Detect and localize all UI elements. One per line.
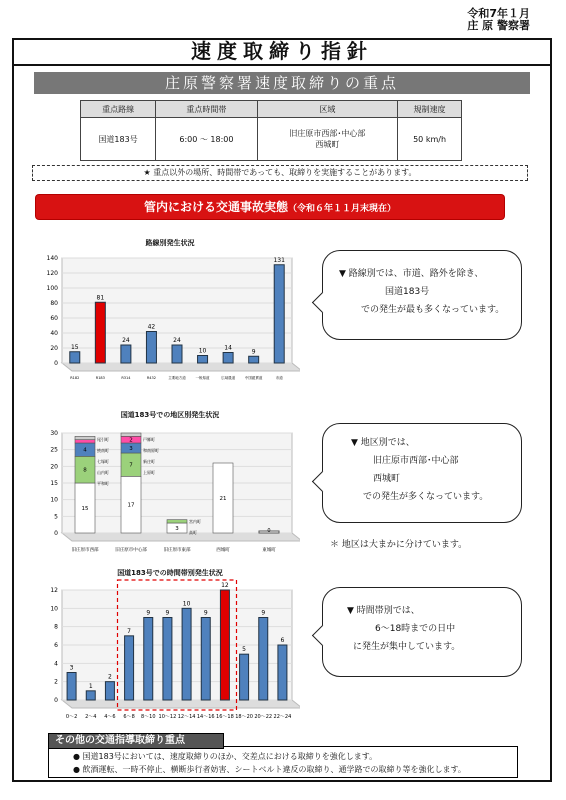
x-tick-label: R182 bbox=[70, 376, 80, 380]
x-tick-label: R314 bbox=[121, 376, 131, 380]
y-tick-label: 8 bbox=[54, 623, 58, 631]
section-banner bbox=[36, 195, 504, 219]
data-bar bbox=[182, 608, 191, 700]
stack-legend-label: 新庄町 bbox=[143, 459, 155, 464]
data-bar bbox=[259, 618, 268, 701]
y-tick-label: 5 bbox=[54, 513, 58, 521]
x-tick-label: 18～20 bbox=[235, 714, 253, 720]
y-tick-label: 0 bbox=[54, 697, 58, 704]
extra-priorities-box bbox=[48, 746, 518, 778]
segment-label: 8 bbox=[83, 467, 87, 474]
x-tick-label: 0～2 bbox=[65, 714, 78, 720]
data-bar bbox=[144, 618, 153, 701]
y-tick-label: 30 bbox=[50, 430, 58, 437]
plot-floor bbox=[62, 700, 300, 708]
banner-sub: （令和６年１１月末現在） bbox=[288, 204, 397, 214]
data-label: 7 bbox=[127, 627, 131, 635]
y-tick-label: 0 bbox=[54, 360, 58, 367]
data-bar bbox=[86, 691, 95, 700]
chart-title: 国道183号での時間帯別発生状況 bbox=[117, 569, 223, 577]
data-label: 42 bbox=[147, 323, 156, 331]
callout-line: 旧庄原市西部･中心部 bbox=[373, 456, 459, 466]
data-bar bbox=[163, 618, 172, 701]
y-tick-label: 60 bbox=[50, 315, 58, 322]
data-label: 3 bbox=[69, 664, 74, 672]
x-tick-label: 主要地方道 bbox=[168, 376, 186, 380]
data-bar bbox=[70, 352, 80, 363]
x-tick-label: 4～6 bbox=[104, 714, 116, 720]
area-chart bbox=[40, 425, 300, 555]
x-tick-label: 8～10 bbox=[140, 714, 156, 720]
data-label: 5 bbox=[242, 646, 246, 654]
data-bar bbox=[278, 645, 287, 700]
table-row bbox=[81, 118, 462, 161]
table-header-row bbox=[81, 101, 462, 118]
y-tick-label: 15 bbox=[50, 480, 58, 487]
x-tick-label: 広域農道 bbox=[221, 376, 236, 380]
callout-line: ▼ 地区別では、 bbox=[351, 438, 415, 448]
title-divider bbox=[12, 64, 552, 66]
x-tick-label: 22～24 bbox=[273, 714, 292, 720]
segment-label: 7 bbox=[129, 462, 133, 469]
data-bar bbox=[249, 356, 259, 363]
data-label: 12 bbox=[221, 582, 229, 589]
segment-label: 15 bbox=[81, 506, 89, 512]
x-tick-label: 14～16 bbox=[196, 714, 215, 720]
time-cell: 6:00 ～ 18:00 bbox=[156, 118, 258, 161]
route-cell: 国道183号 bbox=[81, 118, 156, 161]
route-chart bbox=[40, 250, 300, 385]
page-title: 速度取締り指針 bbox=[191, 39, 373, 63]
stack-legend-label: 尾引町 bbox=[97, 437, 109, 442]
area-footnote: ＊ 地区は大まかに分けています。 bbox=[330, 540, 468, 550]
stack-legend-label: 七塚町 bbox=[97, 459, 109, 464]
x-tick-label: 市道 bbox=[275, 376, 283, 380]
callout-line: 国道183号 bbox=[385, 287, 430, 297]
data-bar bbox=[172, 345, 182, 363]
callout-line: での発生が多くなっています。 bbox=[363, 492, 489, 502]
callout-time bbox=[322, 587, 522, 677]
extra-item: ● 飲酒運転、一時不停止、横断歩行者妨害、シートベルト違反の取締り、通学路での取締り等を強化します。 bbox=[73, 765, 466, 774]
data-bar bbox=[198, 356, 208, 364]
banner-main: 管内における交通事故実態 bbox=[143, 200, 288, 214]
header-date-block bbox=[467, 8, 530, 32]
area-cell bbox=[257, 118, 397, 161]
x-tick-label: 一般県道 bbox=[195, 376, 210, 380]
data-label: 9 bbox=[146, 609, 151, 617]
data-bar bbox=[105, 682, 114, 700]
data-label: 24 bbox=[122, 337, 130, 344]
y-tick-label: 2 bbox=[54, 678, 58, 686]
stack-segment bbox=[75, 440, 95, 443]
y-tick-label: 140 bbox=[46, 255, 58, 262]
issue-date: 令和7年１月 bbox=[467, 7, 530, 20]
y-tick-label: 6 bbox=[54, 642, 58, 649]
table-header: 規制速度 bbox=[398, 101, 462, 118]
x-tick-label: R183 bbox=[95, 376, 105, 380]
y-tick-label: 100 bbox=[46, 285, 58, 292]
stack-legend-label: 和南原町 bbox=[143, 448, 159, 453]
segment-label: 0 bbox=[267, 528, 271, 534]
callout-area bbox=[322, 423, 522, 523]
x-tick-label: 旧庄原市東部 bbox=[163, 548, 191, 553]
data-label: 81 bbox=[96, 294, 105, 302]
area-line: 西城町 bbox=[315, 140, 340, 149]
data-bar bbox=[201, 618, 210, 701]
x-tick-label: 東城町 bbox=[262, 548, 276, 553]
data-label: 24 bbox=[173, 337, 181, 344]
area-line: 旧庄原市西部･中心部 bbox=[289, 129, 366, 138]
x-tick-label: 2～4 bbox=[85, 714, 97, 720]
x-tick-label: 10～12 bbox=[158, 714, 177, 720]
data-label: 9 bbox=[251, 348, 256, 356]
priority-table bbox=[80, 100, 462, 161]
data-bar bbox=[223, 353, 233, 364]
stack-segment bbox=[121, 433, 141, 436]
segment-label: 21 bbox=[219, 496, 227, 502]
data-label: 9 bbox=[165, 609, 170, 617]
data-bar bbox=[121, 345, 131, 363]
section-subtitle: 庄原警察署速度取締りの重点 bbox=[34, 72, 530, 94]
segment-label: 3 bbox=[175, 526, 179, 532]
table-header: 重点路線 bbox=[81, 101, 156, 118]
data-label: 10 bbox=[198, 347, 207, 355]
callout-line: 西城町 bbox=[373, 474, 401, 484]
y-tick-label: 20 bbox=[50, 345, 58, 352]
data-bar bbox=[240, 654, 249, 700]
x-tick-label: 西城町 bbox=[216, 548, 230, 553]
segment-label: 3 bbox=[129, 446, 133, 452]
data-label: 15 bbox=[70, 343, 79, 351]
stack-legend-label: 平和町 bbox=[97, 481, 109, 486]
y-tick-label: 12 bbox=[50, 587, 58, 594]
y-tick-label: 120 bbox=[46, 270, 58, 277]
time-chart bbox=[40, 578, 300, 723]
data-bar bbox=[274, 265, 284, 363]
table-header: 区域 bbox=[257, 101, 397, 118]
chart-title: 国道183号での地区別発生状況 bbox=[120, 411, 220, 419]
extra-item: ● 国道183号においては、速度取締りのほか、交差点における取締りを強化します。 bbox=[73, 752, 378, 761]
x-tick-label: R432 bbox=[146, 376, 157, 380]
data-label: 131 bbox=[273, 256, 285, 264]
plot-floor bbox=[62, 363, 300, 371]
segment-label: 4 bbox=[83, 447, 87, 454]
segment-label: 17 bbox=[127, 502, 135, 509]
data-label: 6 bbox=[280, 637, 285, 644]
data-label: 1 bbox=[88, 682, 93, 690]
callout-route bbox=[322, 250, 522, 340]
data-bar bbox=[67, 673, 76, 701]
stack-legend-label: 高町 bbox=[189, 530, 197, 535]
y-tick-label: 0 bbox=[54, 530, 58, 537]
y-tick-label: 25 bbox=[50, 446, 58, 454]
speed-cell: 50 km/h bbox=[398, 118, 462, 161]
callout-line: ▼ 路線別では、市道、路外を除き、 bbox=[339, 269, 484, 279]
table-header: 重点時間帯 bbox=[156, 101, 258, 118]
y-tick-label: 20 bbox=[50, 463, 58, 471]
y-tick-label: 10 bbox=[50, 605, 58, 613]
chart-title: 路線別発生状況 bbox=[145, 239, 195, 247]
enforcement-note: ★ 重点以外の場所、時間帯であっても、取締りを実施することがあります。 bbox=[32, 165, 528, 181]
y-tick-label: 4 bbox=[54, 660, 58, 668]
stack-legend-label: 上原町 bbox=[143, 470, 155, 475]
plot-floor bbox=[62, 533, 300, 541]
data-label: 10 bbox=[182, 600, 191, 608]
y-tick-label: 80 bbox=[50, 300, 58, 307]
callout-line: での発生が最も多くなっています。 bbox=[361, 305, 505, 315]
x-tick-label: 12～14 bbox=[177, 714, 196, 720]
segment-label: 2 bbox=[129, 437, 133, 444]
callout-line: に発生が集中しています。 bbox=[353, 642, 461, 652]
data-label: 9 bbox=[261, 609, 266, 617]
stack-segment bbox=[167, 520, 187, 523]
data-bar bbox=[125, 636, 134, 700]
x-tick-label: 16～18 bbox=[216, 714, 234, 720]
data-bar bbox=[146, 332, 156, 364]
data-bar bbox=[95, 302, 105, 363]
stack-segment bbox=[75, 436, 95, 439]
callout-line: ▼ 時間帯別では、 bbox=[347, 606, 420, 616]
x-tick-label: 中国縦貫道 bbox=[244, 376, 263, 380]
data-label: 14 bbox=[224, 344, 232, 352]
stack-legend-label: 宮内町 bbox=[189, 519, 201, 524]
callout-line: 6～18時までの日中 bbox=[375, 624, 456, 634]
x-tick-label: 旧庄原市中心部 bbox=[115, 548, 147, 553]
data-label: 9 bbox=[203, 609, 208, 617]
y-tick-label: 10 bbox=[50, 496, 58, 504]
data-bar bbox=[220, 590, 229, 700]
stack-legend-label: 戸郷町 bbox=[143, 437, 155, 442]
x-tick-label: 旧庄原市西部 bbox=[71, 548, 99, 553]
data-label: 2 bbox=[108, 673, 112, 681]
extra-priorities-title: その他の交通指導取締り重点 bbox=[48, 733, 224, 749]
stack-legend-label: 山内町 bbox=[97, 470, 109, 475]
x-tick-label: 6～8 bbox=[123, 714, 135, 720]
y-tick-label: 40 bbox=[50, 330, 58, 337]
stack-legend-label: 綾南町 bbox=[97, 448, 109, 453]
issuing-station: 庄 原 警察署 bbox=[467, 19, 530, 32]
x-tick-label: 20～22 bbox=[254, 714, 273, 720]
